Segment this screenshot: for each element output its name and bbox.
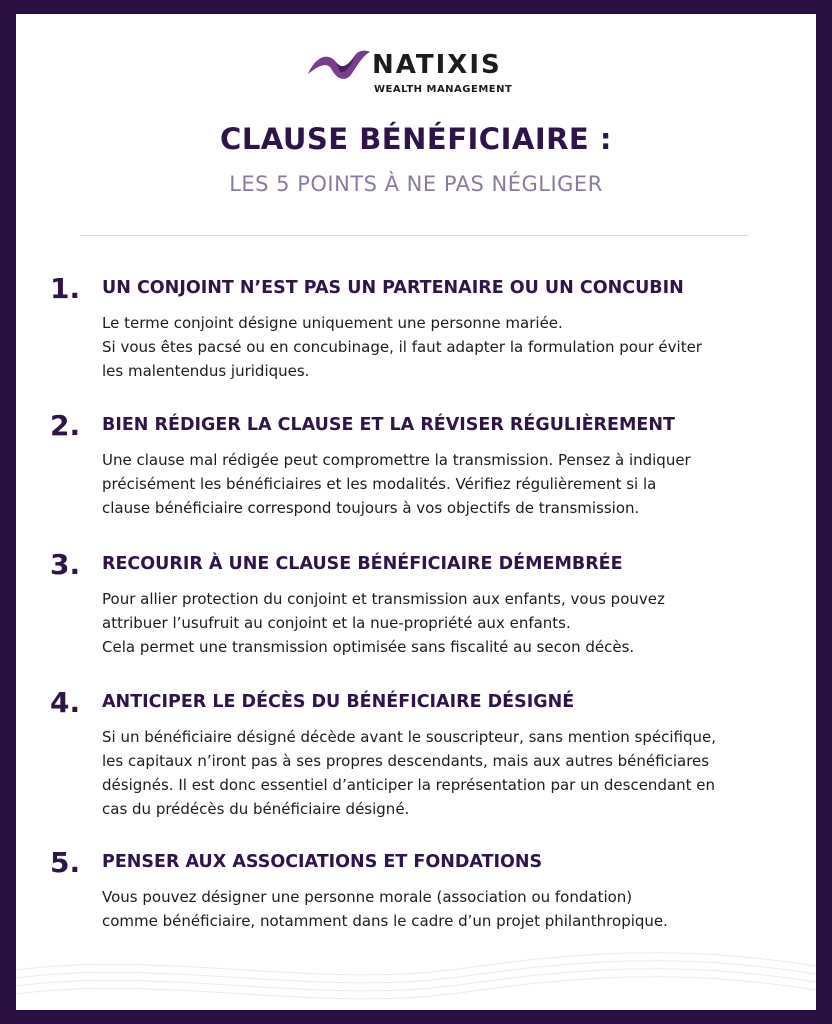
divider [80,235,748,236]
point-heading: RECOURIR À UNE CLAUSE BÉNÉFICIAIRE DÉMEMBRÉE [102,554,623,574]
point-body [102,311,802,383]
point-heading: ANTICIPER LE DÉCÈS DU BÉNÉFICIAIRE DÉSIGNÉ [102,692,575,712]
point-number: 1. [50,272,81,305]
body-line: Si un bénéficiaire désigné décède avant le souscripteur, sans mention spécifique, [102,728,716,746]
body-line: Pour allier protection du conjoint et transmission aux enfants, vous pouvez [102,590,665,608]
point-number: 3. [50,548,81,581]
natixis-logo [306,38,546,102]
decorative-waves [16,930,816,1010]
point-number: 5. [50,846,81,879]
point-heading: PENSER AUX ASSOCIATIONS ET FONDATIONS [102,852,543,872]
point-heading: BIEN RÉDIGER LA CLAUSE ET LA RÉVISER RÉGULIÈREMENT [102,415,675,435]
body-line: Cela permet une transmission optimisée sans fiscalité au secon décès. [102,638,635,656]
point-body [102,885,802,933]
body-line: précisément les bénéficiaires et les modalités. Vérifiez régulièrement si la [102,475,657,493]
body-line: les capitaux n’iront pas à ses propres descendants, mais aux autres bénéficiares [102,752,710,770]
body-line: Vous pouvez désigner une personne morale (association ou fondation) [102,888,633,906]
natixis-swoosh-icon [306,48,372,84]
body-line: Le terme conjoint désigne uniquement une personne mariée. [102,314,563,332]
body-line: Si vous êtes pacsé ou en concubinage, il faut adapter la formulation pour éviter [102,338,702,356]
page-title: CLAUSE BÉNÉFICIAIRE : [220,122,612,156]
point-body [102,448,802,520]
body-line: cas du prédécès du bénéficiaire désigné. [102,800,410,818]
point-body [102,587,802,659]
body-line: Une clause mal rédigée peut compromettre la transmission. Pensez à indiquer [102,451,691,469]
brand-name: NATIXIS [372,50,502,80]
point-number: 2. [50,409,81,442]
body-line: désignés. Il est donc essentiel d’anticiper la représentation par un descendant en [102,776,716,794]
point-body [102,725,802,821]
body-line: clause bénéficiaire correspond toujours à vos objectifs de transmission. [102,499,640,517]
page-subtitle: LES 5 POINTS À NE PAS NÉGLIGER [229,172,603,196]
point-number: 4. [50,686,81,719]
body-line: comme bénéficiaire, notamment dans le cadre d’un projet philanthropique. [102,912,668,930]
brand-subtitle: WEALTH MANAGEMENT [374,84,513,95]
body-line: les malentendus juridiques. [102,362,310,380]
document-card [16,14,816,1010]
point-heading: UN CONJOINT N’EST PAS UN PARTENAIRE OU UN CONCUBIN [102,278,684,298]
body-line: attribuer l’usufruit au conjoint et la nue-propriété aux enfants. [102,614,571,632]
